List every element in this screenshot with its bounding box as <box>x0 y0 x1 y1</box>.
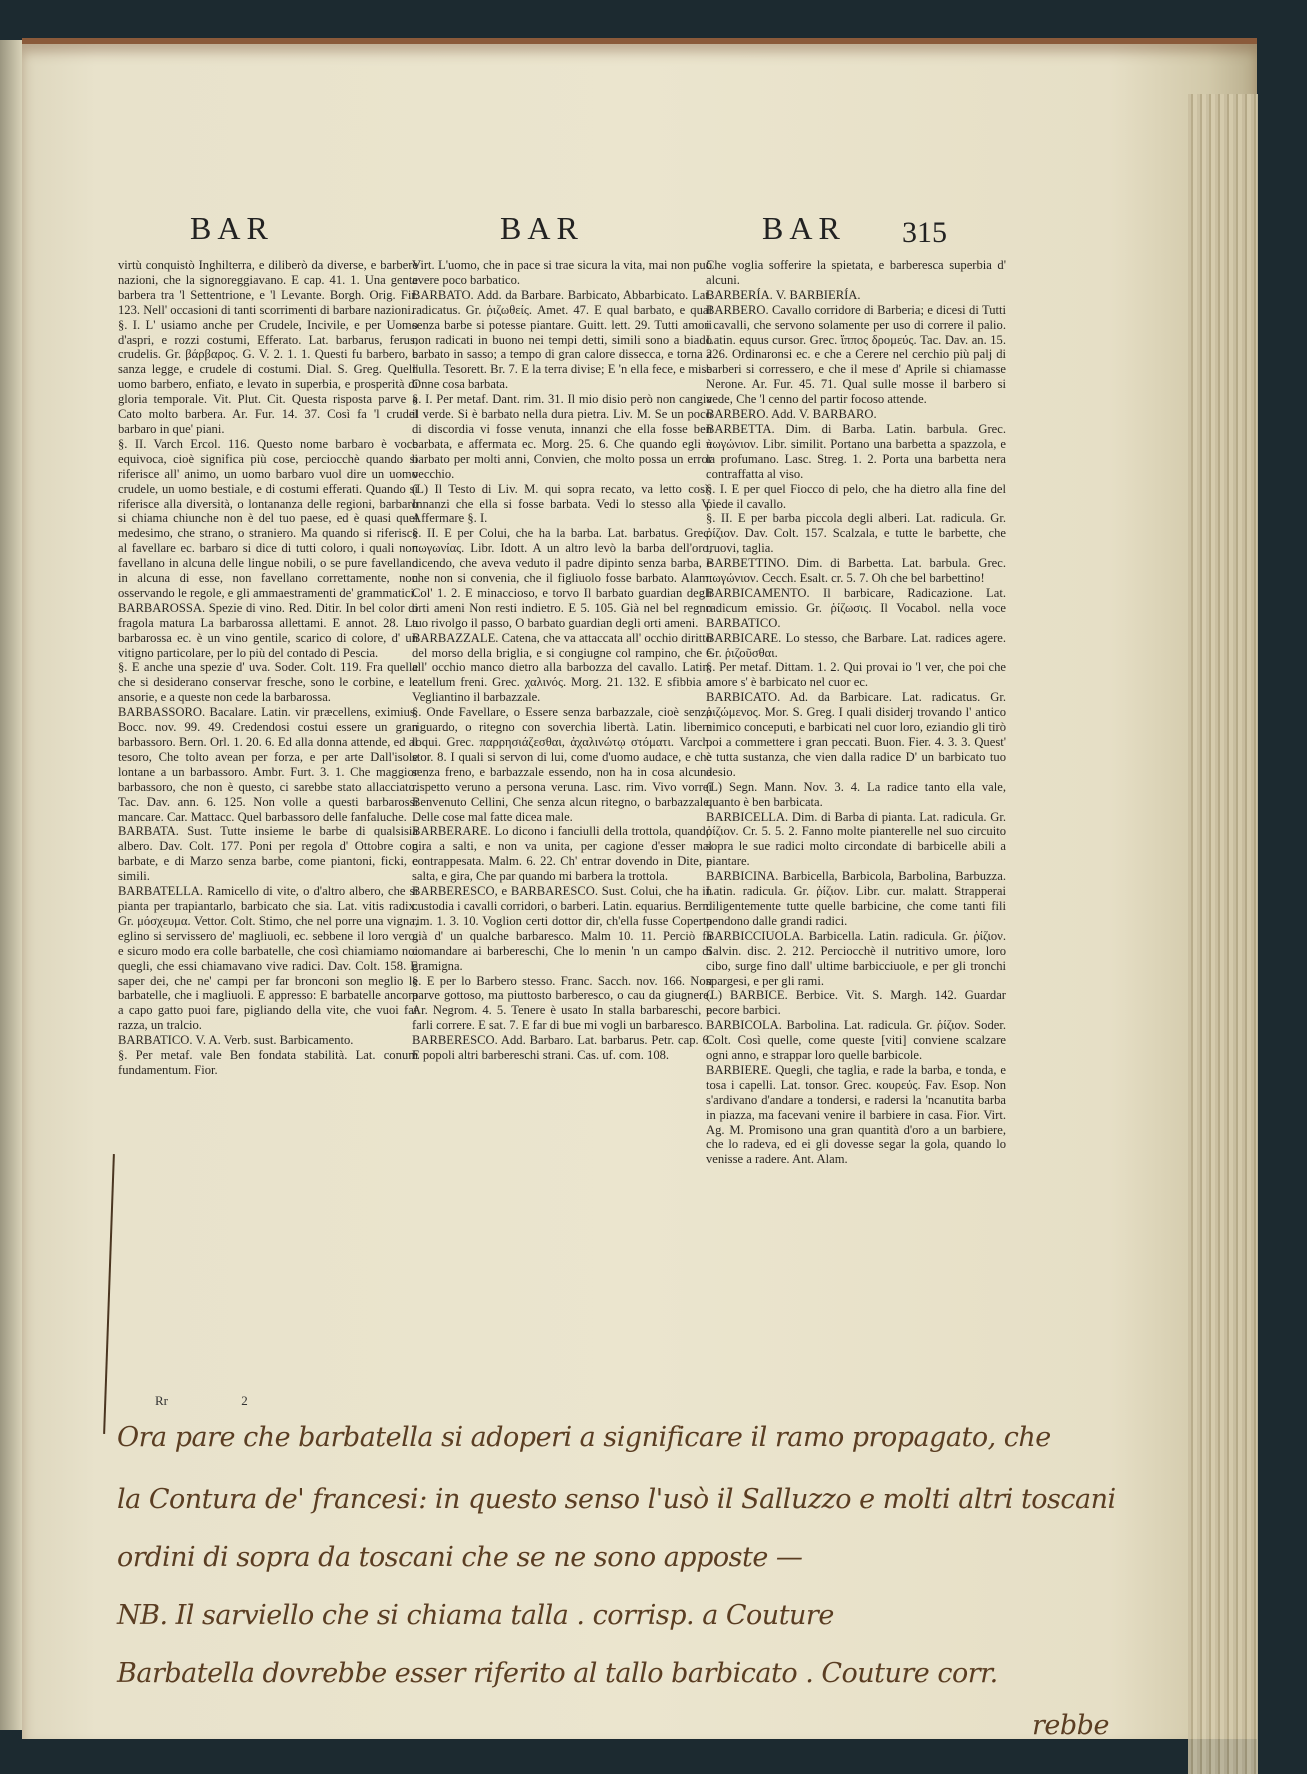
text-column-2 <box>412 258 712 1063</box>
text-column-1 <box>118 258 418 1078</box>
entry-paragraph: BARBATELLA. Ramicello di vite, o d'altro albero, che si pianta per trapiantarlo, barbicato che sia. Lat. vitis radix. Gr. μόσχευμα. Vettor. Colt. Stimo, che nel porre una vigna, eglino si servissero de' magliuoli, ec. sebbene il loro vero, e sicuro modo era colle barbatelle, che così chiamiamo noi quegli, che essi chiamavano vive radici. Dav. Colt. 158. E saper dei, che ne' campi per far bronconi son meglio le barbatelle, che i magliuoli. E appresso: E barbatelle ancora a capo gatto puoi fare, pigliando della vite, che vuoi far razza, un tralcio. <box>118 884 418 1033</box>
entry-paragraph: §. Onde Favellare, o Essere senza barbazzale, cioè senza riguardo, o ritegno con soverchia libertà. Latin. libere loqui. Grec. παρρησιάζεσθαι, ἀχαλινώτῳ στόματι. Varch. stor. 8. I quali si servon di lui, come d'uomo audace, e che senza freno, e barbazzale essendo, non ha in cosa alcuna rispetto veruno a persona veruna. Lasc. rim. Vivo vorrei Benvenuto Cellini, Che senza alcun ritegno, o barbazzale, Delle cose mal fatte dicea male. <box>412 705 712 824</box>
entry-paragraph: BARBERO. Cavallo corridore di Barberia; e dicesi di Tutti i cavalli, che servono solamente per uso di correre il palio. Latin. equus cursor. Grec. ἵππος δρομεύς. Tac. Dav. an. 15. 226. Ordinaronsi ec. e che a Cerere nel cerchio più palj di barberi si corressero, e che il mese d' Aprile si chiamasse Nerone. Ar. Fur. 45. 71. Qual sulle mosse il barbero si vede, Che 'l cenno del partir focoso attende. <box>706 302 1006 407</box>
entry-paragraph: §. Per metaf. Dittam. 1. 2. Qui provai io 'l ver, che poi che amore s' è barbicato nel cuor ec. <box>706 660 1006 690</box>
dictionary-page <box>22 38 1257 1739</box>
entry-paragraph: BARBERO. Add. V. BARBARO. <box>706 407 877 422</box>
handwritten-note-line: NB. Il sarviello che si chiama talla . corrisp. a Couture <box>117 1600 834 1631</box>
signature-mark: Rr 2 <box>155 1393 248 1408</box>
entry-paragraph: BARBAZZALE. Catena, che va attaccata all' occhio diritto del morso della briglia, e si congiugne col rampino, che è all' occhio manco dietro alla barbozza del cavallo. Latin. catellum freni. Grec. χαλινός. Morg. 21. 132. E sfibbia a Vegliantino il barbazzale. <box>412 630 712 705</box>
entry-paragraph: §. E per lo Barbero stesso. Franc. Sacch. nov. 166. Non parve gottoso, ma piuttosto barberesco, o cau da giugnere. Ar. Negrom. 4. 5. Tenere è usato In stalla barbareschi, e farli correre. E sat. 7. E far di bue mi vogli un barbaresco. <box>412 973 712 1033</box>
handwritten-note-line: Ora pare che barbatella si adoperi a significare il ramo propagato, che <box>117 1422 1051 1453</box>
entry-paragraph: BARBICELLA. Dim. di Barba di pianta. Lat. radicula. Gr. ῥίζιον. Cr. 5. 5. 2. Fanno molte pianterelle nel suo circuito sopra le sue radici molto circondate di barbicelle abili a piantare. <box>706 809 1006 869</box>
entry-paragraph: BARBATICO. V. A. Verb. sust. Barbicamento. <box>118 1033 354 1048</box>
entry-paragraph: BARBICINA. Barbicella, Barbicola, Barbolina, Barbuzza. Latin. radicula. Gr. ῥίζιον. Libr. cur. malatt. Strapperai diligentemente tutte quelle barbicine, che come tanti fili pendono dalle grandi radici. <box>706 869 1006 928</box>
entry-paragraph: BARBIERE. Quegli, che taglia, e rade la barba, e tonda, e tosa i capelli. Lat. tonsor. Grec. κουρεύς. Fav. Esop. Non s'ardivano d'andare a tondersi, e radersi la 'ncanutita barba in piazza, ma facevani venire il barbiere in casa. Fior. Virt. Ag. M. Promisono una gran quantità d'oro a un barbiere, che lo radeva, ed ei gli dovesse segar la gola, quando lo venisse a radere. Ant. Alam. <box>706 1062 1006 1167</box>
margin-mark <box>103 1154 115 1434</box>
entry-paragraph: BARBASSORO. Bacalare. Latin. vir præcellens, eximius. Bocc. nov. 99. 49. Credendosi costui essere un gran barbassoro. Bern. Orl. 1. 20. 6. Ed alla donna attende, ed al tesoro, Che tolto avean per forza, e per arte Dall'isole lontane a un barbassoro. Ambr. Furt. 3. 1. Che maggior barbassoro, che non è questo, ci sarebbe stato allacciato. Tac. Dav. ann. 6. 125. Non volle a questi barbarossi mancare. Car. Mattacc. Quel barbassoro delle fanfaluche. <box>118 705 418 824</box>
entry-paragraph: BARBERÍA. V. BARBIERÍA. <box>706 287 861 302</box>
page-number: 315 <box>902 216 947 249</box>
entry-paragraph: BARBETTINO. Dim. di Barbetta. Lat. barbula. Grec. πωγώνιον. Cecch. Esalt. cr. 5. 7. Oh che bel barbettino! <box>706 556 1006 586</box>
entry-paragraph: BARBERARE. Lo dicono i fanciulli della trottola, quando gira a salti, e non va unita, per cagione d'esser mal contrappesata. Malm. 6. 22. Ch' entrar dovendo in Dite, e salta, e gira, Che par quando mi barbera la trottola. <box>412 824 712 884</box>
handwritten-note-line: ordini di sopra da toscani che se ne sono apposte — <box>117 1542 803 1573</box>
entry-paragraph: BARBICATO. Ad. da Barbicare. Lat. radicatus. Gr. ῥιζώμενος. Mor. S. Greg. I quali disiderj trovando l' antico nimico conceputi, e barbicati nel cuor loro, eziandio gli tirò poi a commettere i gran peccati. Buon. Fier. 4. 3. 3. Quest' è tutta sustanza, che vien dalla radice D' un barbicato tuo desio. <box>706 690 1006 779</box>
text-column-3 <box>706 258 1006 1167</box>
entry-paragraph: §. II. Varch Ercol. 116. Questo nome barbaro è voce equivoca, cioè significa più cose, perciocchè quando si riferisce all' animo, un uomo barbaro vuol dire un uomo crudele, un uomo bestiale, e di costumi efferati. Quando si riferisce alla diversità, o lontananza delle regioni, barbaro si chiama chiunche non è del tuo paese, ed è quasi quel medesimo, che strano, o straniero. Ma quando si riferisce al favellare ec. barbaro si dice di tutti coloro, i quali non favellano in alcuna delle lingue nobili, o se pure favellano in alcuna di esse, non favellano correttamente, non osservando le regole, e gli ammaestramenti de' grammatici. <box>118 436 418 600</box>
entry-paragraph: §. II. E per barba piccola degli alberi. Lat. radicula. Gr. ῥίζιον. Dav. Colt. 157. Scalzala, e tutte le barbette, che truovi, taglia. <box>706 511 1006 556</box>
entry-paragraph: Che voglia sofferire la spietata, e barberesca superbia d' alcuni. <box>706 258 1006 287</box>
entry-paragraph: §. Per metaf. vale Ben fondata stabilità. Lat. conum fundamentum. Fior. <box>118 1048 418 1077</box>
page-stack-edge <box>1188 94 1258 1774</box>
entry-paragraph: (L) BARBICE. Berbice. Vit. S. Margh. 142. Guardar pecore barbici. <box>706 988 1006 1018</box>
entry-paragraph: §. E anche una spezie d' uva. Soder. Colt. 119. Fra quelle che si desiderano conservar fresche, sono le corbine, e le ansorie, e a queste non cede la barbarossa. <box>118 660 418 705</box>
entry-paragraph: §. I. E per quel Fiocco di pelo, che ha dietro alla fine del piede il cavallo. <box>706 481 1006 511</box>
handwritten-note-line: rebbe <box>1032 1710 1109 1741</box>
facing-page-edge <box>0 40 22 1730</box>
entry-paragraph: BARBERESCO. Add. Barbaro. Lat. barbarus. Petr. cap. 6. E popoli altri barbereschi strani. Cas. uf. com. 108. <box>412 1033 712 1063</box>
entry-paragraph: BARBICAMENTO. Il barbicare, Radicazione. Lat. radicum emissio. Gr. ῥίζωσις. Il Vocabol. nella voce BARBATICO. <box>706 585 1006 630</box>
entry-paragraph: virtù conquistò Inghilterra, e diliberò da diverse, e barbere nazioni, che la signoreggiavano. E cap. 41. 1. Una gente barbera tra 'l Settentrione, e 'l Levante. Borgh. Orig. Fir. 123. Nell' occasioni di tanti scorrimenti di barbare nazioni. <box>118 258 418 317</box>
entry-paragraph: §. I. Per metaf. Dant. rim. 31. Il mio disio però non cangia il verde. Si è barbato nella dura pietra. Liv. M. Se un poco di discordia vi fosse venuta, innanzi che ella fosse ben barbata, e affermata ec. Morg. 25. 6. Che quando egli è barbato per molti anni, Convien, che molto possa un error vecchio. <box>412 392 712 481</box>
entry-paragraph: (L) Il Testo di Liv. M. qui sopra recato, va letto così: Innanzi che ella si fosse barbata. Vedi lo stesso alla V. Affermare §. I. <box>412 481 712 526</box>
handwritten-note-line: Barbatella dovrebbe esser riferito al tallo barbicato . Couture corr. <box>117 1658 998 1689</box>
running-header <box>22 182 1257 252</box>
header-right: BAR <box>762 210 846 246</box>
entry-paragraph: Virt. L'uomo, che in pace si trae sicura la vita, mai non può avere poco barbatico. <box>412 258 712 287</box>
entry-paragraph: BARBICOLA. Barbolina. Lat. radicula. Gr. ῥίζιον. Soder. Colt. Così quelle, come queste [viti] conviene scalzare ogni anno, e strappar loro quelle barbicole. <box>706 1018 1006 1063</box>
entry-paragraph: BARBATA. Sust. Tutte insieme le barbe di qualsisia albero. Dav. Colt. 177. Poni per regola d' Ottobre con barbate, e di Marzo senza barbe, come piantoni, ficki, e simili. <box>118 824 418 884</box>
entry-paragraph: (L) Segn. Mann. Nov. 3. 4. La radice tanto ella vale, quanto è ben barbicata. <box>706 779 1006 809</box>
entry-paragraph: BARBETTA. Dim. di Barba. Latin. barbula. Grec. πωγώνιον. Libr. similit. Portano una barbetta a spazzola, e la profumano. Lasc. Streg. 1. 2. Porta una barbetta nera contraffatta al viso. <box>706 421 1006 481</box>
entry-paragraph: BARBICCIUOLA. Barbicella. Latin. radicula. Gr. ῥίζιον. Salvin. disc. 2. 212. Perciocchè il nutritivo umore, loro cibo, surge fino dall' ultime barbicciuole, e per gli tronchi spargesi, e per gli rami. <box>706 928 1006 988</box>
handwritten-note-line: la Contura de' francesi: in questo senso l'usò il Salluzzo e molti altri toscani <box>117 1484 1116 1515</box>
header-left: BAR <box>190 210 274 246</box>
entry-paragraph: BARBICARE. Lo stesso, che Barbare. Lat. radices agere. Gr. ῥιζοῦσθαι. <box>706 630 1006 660</box>
entry-paragraph: §. II. E per Colui, che ha la barba. Lat. barbatus. Grec. πωγωνίας. Libr. Idott. A un altro levò la barba dell'oro, dicendo, che aveva veduto il padre dipinto senza barba, e che non si convenia, che il figliuolo fosse barbato. Alam. Col' 1. 2. E minaccioso, e torvo Il barbato guardian degli orti ameni Non resti indietro. E 5. 105. Già nel bel regno tuo rivolgo il passo, O barbato guardian degli orti ameni. <box>412 526 712 630</box>
entry-paragraph: BARBATO. Add. da Barbare. Barbicato, Abbarbicato. Lat. radicatus. Gr. ῥιζωθείς. Amet. 47. E qual barbato, e qual senza barbe si potesse piantare. Guitt. lett. 29. Tutti amori non radicati in buono nei tempi detti, simili sono a biado barbato in sasso; a tempo di gran calore dissecca, e torna a nulla. Tesorett. Br. 7. E la terra divise; E 'n ella fece, e mise Onne cosa barbata. <box>412 287 712 392</box>
entry-paragraph: BARBAROSSA. Spezie di vino. Red. Ditir. In bel color di fragola matura La barbarossa allettami. E annot. 28. La barbarossa ec. è un vino gentile, scarico di colore, d' un vitigno particolare, per lo più del contado di Pescia. <box>118 600 418 660</box>
header-center: BAR <box>500 210 584 246</box>
entry-paragraph: §. I. L' usiamo anche per Crudele, Incivile, e per Uomo d'aspri, e rozzi costumi, Efferato. Lat. barbarus, ferus, crudelis. Gr. βάρβαρος. G. V. 2. 1. 1. Questi fu barbero, e sanza legge, e crudele di costumi. Dial. S. Greg. Quell' uomo barbero, enfiato, e levato in superbia, e prosperità di gloria temporale. Vit. Plut. Cit. Questa risposta parve a Cato molto barbera. Ar. Fur. 14. 37. Così fa 'l crudel barbaro in que' piani. <box>118 317 418 436</box>
entry-paragraph: BARBERESCO, e BARBARESCO. Sust. Colui, che ha in custodia i cavalli corridori, o barberi. Latin. equarius. Bern. rim. 1. 3. 10. Voglion certi dottor dir, ch'ella fusse Coperta già d' un qualche barbaresco. Malm 10. 11. Perciò fa comandare ai barbereschi, Che lo menin 'n un campo di gramigna. <box>412 884 712 973</box>
